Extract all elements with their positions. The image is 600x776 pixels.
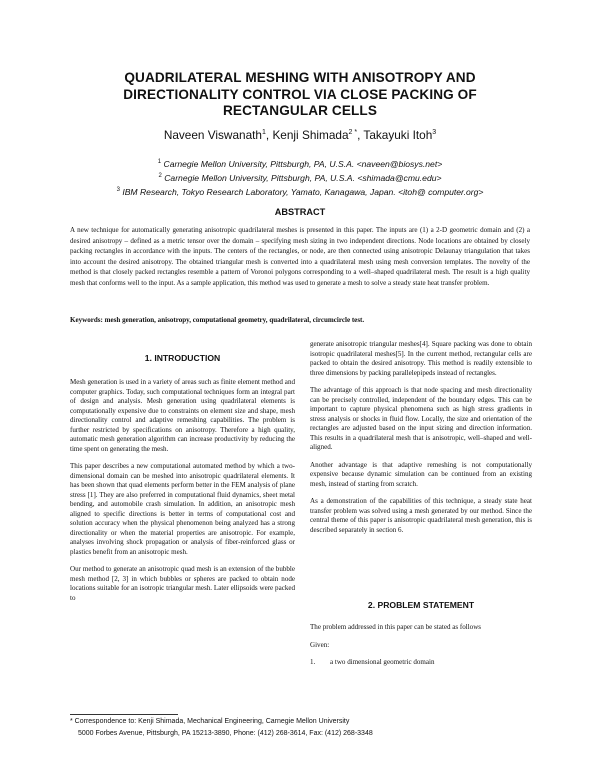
body-paragraph: generate anisotropic triangular meshes[4]. Square packing was done to obtain isotropic quadrilateral meshes[5]. In the current method, rectangular cells are packed to obtain the desired anisotropy. This method is readily extensible to three dimensions by packing parallelepipeds instead of rectangles. [310,340,532,377]
affiliation-text: IBM Research, Tokyo Research Laboratory, Yamato, Kanagawa, Japan. <itoh@ computer.org> [122,186,484,197]
section-heading-introduction: 1. INTRODUCTION [144,353,221,363]
paper-title [60,70,540,120]
section-heading-problem-statement: 2. PROBLEM STATEMENT [367,600,475,610]
list-item-number: 1. [310,658,316,666]
affiliation-mark: 2 [158,172,162,179]
affiliation-mark: 3 [116,186,120,193]
body-paragraph: The problem addressed in this paper can be stated as follows [310,623,482,631]
footnote-line: 5000 Forbes Avenue, Pittsburgh, PA 15213-3890, Phone: (412) 268-3614, Fax: (412) 268-3348 [78,729,373,737]
title-line: RECTANGULAR CELLS [223,103,377,118]
footnote-line: * Correspondence to: Kenji Shimada, Mechanical Engineering, Carnegie Mellon University [70,718,350,725]
affiliation-mark: 1 [157,159,162,165]
list-item-text: a two dimensional geometric domain [330,658,435,666]
author-separator: , [357,128,364,142]
abstract-text: A new technique for automatically generating anisotropic quadrilateral meshes is presented in this paper. The inputs are (1) a 2-D geometric domain and (2) a desired anisotropy – defined as a metric tensor over the domain – specifying mesh sizing in two independent directions. Node locations are obtained by closely packing rectangles in accordance with the inputs. The centers of the rectangles, or node, are then connected using anisotropic Delaunay triangulation that takes into account the desired anisotropy. The obtained triangular mesh is converted into a quadrilateral mesh using mesh conversion templates. The novelty of the method is that closely packed rectangles resemble a pattern of Voronoi polygons corresponding to a well–shaped quadrilateral mesh. The result is a high quality mesh that conforms well to the input. As a sample application, this method was used to generate a mesh to solve a steady state heat transfer problem. [70,226,530,287]
affiliation-line [40,156,560,170]
body-paragraph: Another advantage is that adaptive remeshing is not computationally expensive because dynamic simulation can be continued from an existing mesh, instead of starting from scratch. [310,460,532,488]
author-name: Naveen Viswanath [163,128,262,142]
keywords-line: Keywords: mesh generation, anisotropy, computational geometry, quadrilateral, circumcircle test. [70,316,365,324]
author-mark: 1 [261,129,266,137]
footnote-divider [70,714,178,715]
body-paragraph: This paper describes a new computational automated method by which a two-dimensional domain can be meshed into anisotropic quadrilateral elements. It has been shown that quad elements perform better in the FEM analysis of plane stress [1]. They are also preferred in computational fluid dynamics, sheet metal bending, and automobile crash simulation. In addition, an anisotropic mesh aligned to specific directions is better in terms of computational cost and solution accuracy when the physical phenomenon being analyzed has a strong directionality or when the material properties are anisotropic. For example, analyses involving shock propagation or analysis of fiber-reinforced glass or plastics benefit from an anisotropic mesh. [70,462,295,556]
body-paragraph: As a demonstration of the capabilities of this technique, a steady state heat transfer problem was solved using a mesh generated by our method. Since the central theme of this paper is anisotropic quadrilateral mesh generation, this is described separately in section 6. [310,497,532,534]
affiliation-line [40,170,560,184]
author-mark: 2 * [348,129,358,137]
list-item [310,658,532,668]
affiliation-list [40,156,560,198]
footnote [70,716,530,739]
right-column [310,340,532,543]
author-list [60,128,540,142]
title-line: QUADRILATERAL MESHING WITH ANISOTROPY AND [124,70,476,85]
abstract-heading: ABSTRACT [274,207,326,217]
author-separator: , [265,128,273,142]
author-mark: 3 [432,129,437,137]
problem-statement-body [310,623,532,668]
given-label: Given: [310,640,330,649]
affiliation-text: Carnegie Mellon University, Pittsburgh, PA, U.S.A. <shimada@cmu.edu> [164,172,442,183]
affiliation-line [40,184,560,198]
body-paragraph: Mesh generation is used in a variety of areas such as finite element method and computer graphics. Today, such computational techniques form an integral part of design and analysis. Mesh generation using quadrilateral elements is computationally expensive due to constraints on element size and shape, mesh directionality control and adaptive remeshing capabilities. The problem is further restricted by specifications on anisotropy. Therefore a high quality, automatic mesh generation algorithm can increase productivity by reducing the time spent on generating the mesh. [70,378,295,453]
body-paragraph: Our method to generate an anisotropic quad mesh is an extension of the bubble mesh method [2, 3] in which bubbles or spheres are packed to obtain node locations suitable for an isotropic triangular mesh. Later ellipsoids were packed to [70,565,295,602]
body-paragraph: The advantage of this approach is that node spacing and mesh directionality can be precisely controlled, independent of the boundary edges. This can be important to capture physical phenomena such as high stress gradients in stress analysis or shocks in fluid flow. Locally, the size and orientation of the rectangles are adjusted based on the input sizing and direction information. This results in a quadrilateral mesh that is anisotropic, well–shaped and well-aligned. [310,386,532,451]
left-column [70,378,295,611]
author-name: Takayuki Itoh [363,128,433,142]
author-name: Kenji Shimada [272,128,349,142]
affiliation-text: Carnegie Mellon University, Pittsburgh, PA, U.S.A. <naveen@biosys.net> [163,158,443,169]
title-line: DIRECTIONALITY CONTROL VIA CLOSE PACKING OF [123,86,477,102]
